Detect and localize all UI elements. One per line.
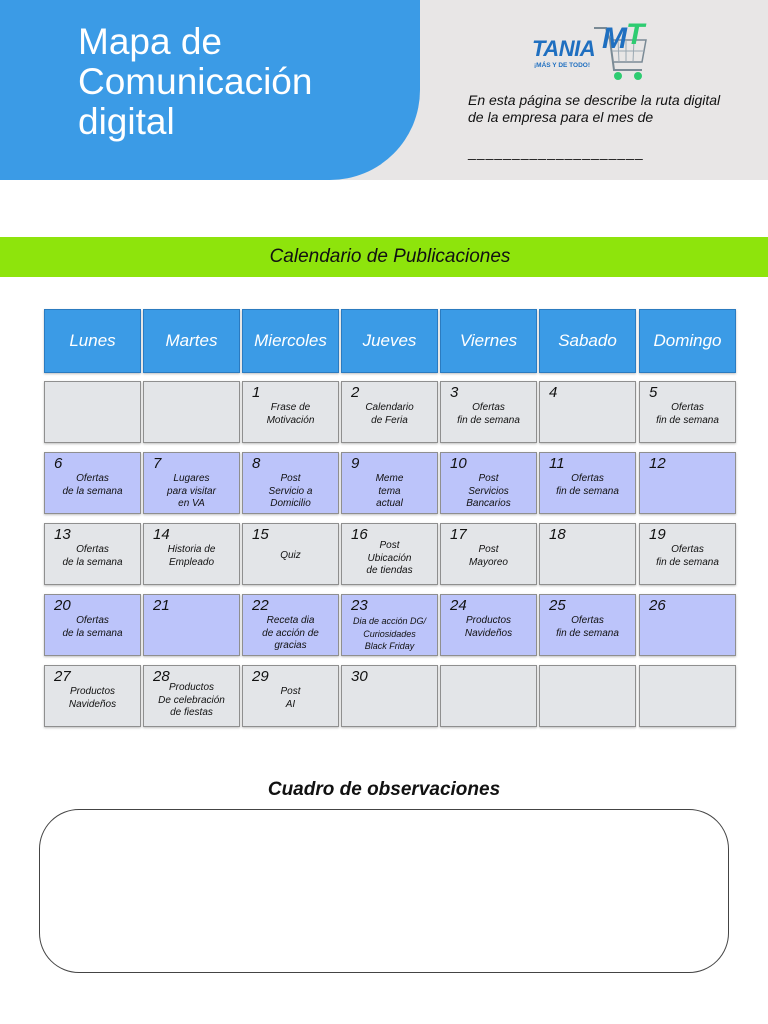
day-number: 12	[649, 455, 666, 472]
calendar-banner	[0, 237, 768, 277]
day-number: 8	[252, 455, 261, 472]
day-number: 11	[549, 455, 565, 472]
calendar-cell	[242, 452, 339, 514]
day-header-domingo: Domingo	[639, 309, 736, 373]
calendar-cell	[539, 665, 636, 727]
logo-mark-m: M	[602, 22, 627, 55]
post-topic: Ofertas de la semana	[62, 615, 123, 639]
calendar-cell	[341, 452, 438, 514]
day-number: 2	[351, 384, 360, 401]
calendar-cell	[639, 594, 736, 656]
day-number: 24	[450, 597, 467, 614]
intro-description: En esta página se describe la ruta digital de la empresa para el mes de	[468, 92, 721, 125]
day-number: 25	[549, 597, 566, 614]
post-topic: Post Servicio a Domicilio	[268, 473, 313, 509]
calendar-cell	[143, 594, 240, 656]
calendar-cell	[242, 594, 339, 656]
day-number: 6	[54, 455, 63, 472]
calendar-cell	[639, 381, 736, 443]
post-topic: Lugares para visitar en VA	[167, 473, 216, 509]
calendar-cell	[341, 594, 438, 656]
month-blank-line: ____________________	[468, 144, 644, 160]
calendar-cell	[440, 381, 537, 443]
calendar-cell	[242, 665, 339, 727]
day-header-lunes: Lunes	[44, 309, 141, 373]
day-number: 27	[54, 668, 71, 685]
calendar-cell	[639, 665, 736, 727]
day-number: 14	[153, 526, 170, 543]
post-topic: Quiz	[280, 550, 301, 561]
post-topic: Ofertas fin de semana	[656, 402, 719, 426]
post-topic: Post AI	[280, 686, 301, 710]
day-number: 29	[252, 668, 269, 685]
post-topic: Ofertas fin de semana	[656, 544, 719, 568]
post-topic: Ofertas fin de semana	[556, 473, 619, 497]
day-number: 1	[252, 384, 261, 401]
post-topic: Frase de Motivación	[266, 402, 315, 426]
post-topic: Ofertas fin de semana	[457, 402, 520, 426]
calendar-cell	[143, 381, 240, 443]
calendar-cell	[242, 381, 339, 443]
day-header-miercoles: Miercoles	[242, 309, 339, 373]
day-number: 15	[252, 526, 269, 543]
day-number: 30	[351, 668, 368, 685]
post-topic: Post Mayoreo	[469, 544, 508, 568]
calendar-cell	[341, 523, 438, 585]
day-number: 16	[351, 526, 368, 543]
day-header-jueves: Jueves	[341, 309, 438, 373]
calendar-cell	[440, 523, 537, 585]
calendar-cell	[143, 665, 240, 727]
calendar-cell	[143, 452, 240, 514]
logo-mark-t: T	[626, 18, 645, 51]
post-topic: Calendario de Feria	[365, 402, 414, 426]
calendar-cell	[44, 665, 141, 727]
calendar-cell	[539, 523, 636, 585]
post-topic: Ofertas de la semana	[62, 473, 123, 497]
calendar-cell	[440, 452, 537, 514]
logo-name: TANIA	[532, 36, 596, 61]
calendar-cell	[639, 452, 736, 514]
day-number: 28	[153, 668, 170, 685]
post-topic: Meme tema actual	[375, 473, 404, 509]
calendar-cell	[539, 594, 636, 656]
calendar-cell	[44, 523, 141, 585]
post-topic: Productos Navideños	[68, 686, 117, 710]
post-topic: Dia de acción DG/ Curiosidades Black Friday	[352, 616, 427, 651]
day-number: 9	[351, 455, 360, 472]
calendar-title: Calendario de Publicaciones	[269, 246, 511, 267]
day-number: 13	[54, 526, 71, 543]
post-topic: Post Ubicación de tiendas	[366, 540, 413, 576]
day-number: 4	[549, 384, 558, 401]
post-topic: Historia de Empleado	[167, 544, 216, 568]
calendar-cell	[44, 381, 141, 443]
day-number: 21	[153, 597, 170, 614]
post-topic: Receta dia de acción de gracias	[262, 615, 319, 651]
calendar-cell	[143, 523, 240, 585]
calendar-cell	[639, 523, 736, 585]
day-number: 10	[450, 455, 467, 472]
day-number: 23	[351, 597, 368, 614]
day-header-viernes: Viernes	[440, 309, 537, 373]
day-number: 20	[54, 597, 71, 614]
page-header	[0, 0, 768, 180]
day-number: 22	[252, 597, 269, 614]
observations-box[interactable]	[39, 809, 729, 973]
company-logo	[530, 18, 650, 88]
day-number: 19	[649, 526, 666, 543]
day-number: 7	[153, 455, 162, 472]
day-number: 5	[649, 384, 658, 401]
calendar-cell	[440, 665, 537, 727]
page-title: Mapa de Comunicación digital	[78, 21, 313, 142]
logo-tagline: ¡MÁS Y DE TODO!	[534, 62, 590, 69]
post-topic: Ofertas de la semana	[62, 544, 123, 568]
shopping-cart-icon	[592, 18, 650, 84]
day-header-martes: Martes	[143, 309, 240, 373]
day-number: 17	[450, 526, 467, 543]
calendar-cell	[440, 594, 537, 656]
calendar-cell	[242, 523, 339, 585]
calendar-cell	[539, 452, 636, 514]
calendar-cell	[341, 381, 438, 443]
post-topic: Productos De celebración de fiestas	[158, 682, 225, 718]
post-topic: Post Servicios Bancarios	[466, 473, 511, 509]
day-header-sabado: Sabado	[539, 309, 636, 373]
calendar-cell	[44, 594, 141, 656]
calendar-cell	[539, 381, 636, 443]
observations-title: Cuadro de observaciones	[267, 779, 501, 800]
post-topic: Productos Navideños	[464, 615, 513, 639]
calendar-cell	[341, 665, 438, 727]
post-topic: Ofertas fin de semana	[556, 615, 619, 639]
calendar-cell	[44, 452, 141, 514]
day-number: 26	[649, 597, 666, 614]
day-number: 3	[450, 384, 459, 401]
day-number: 18	[549, 526, 566, 543]
